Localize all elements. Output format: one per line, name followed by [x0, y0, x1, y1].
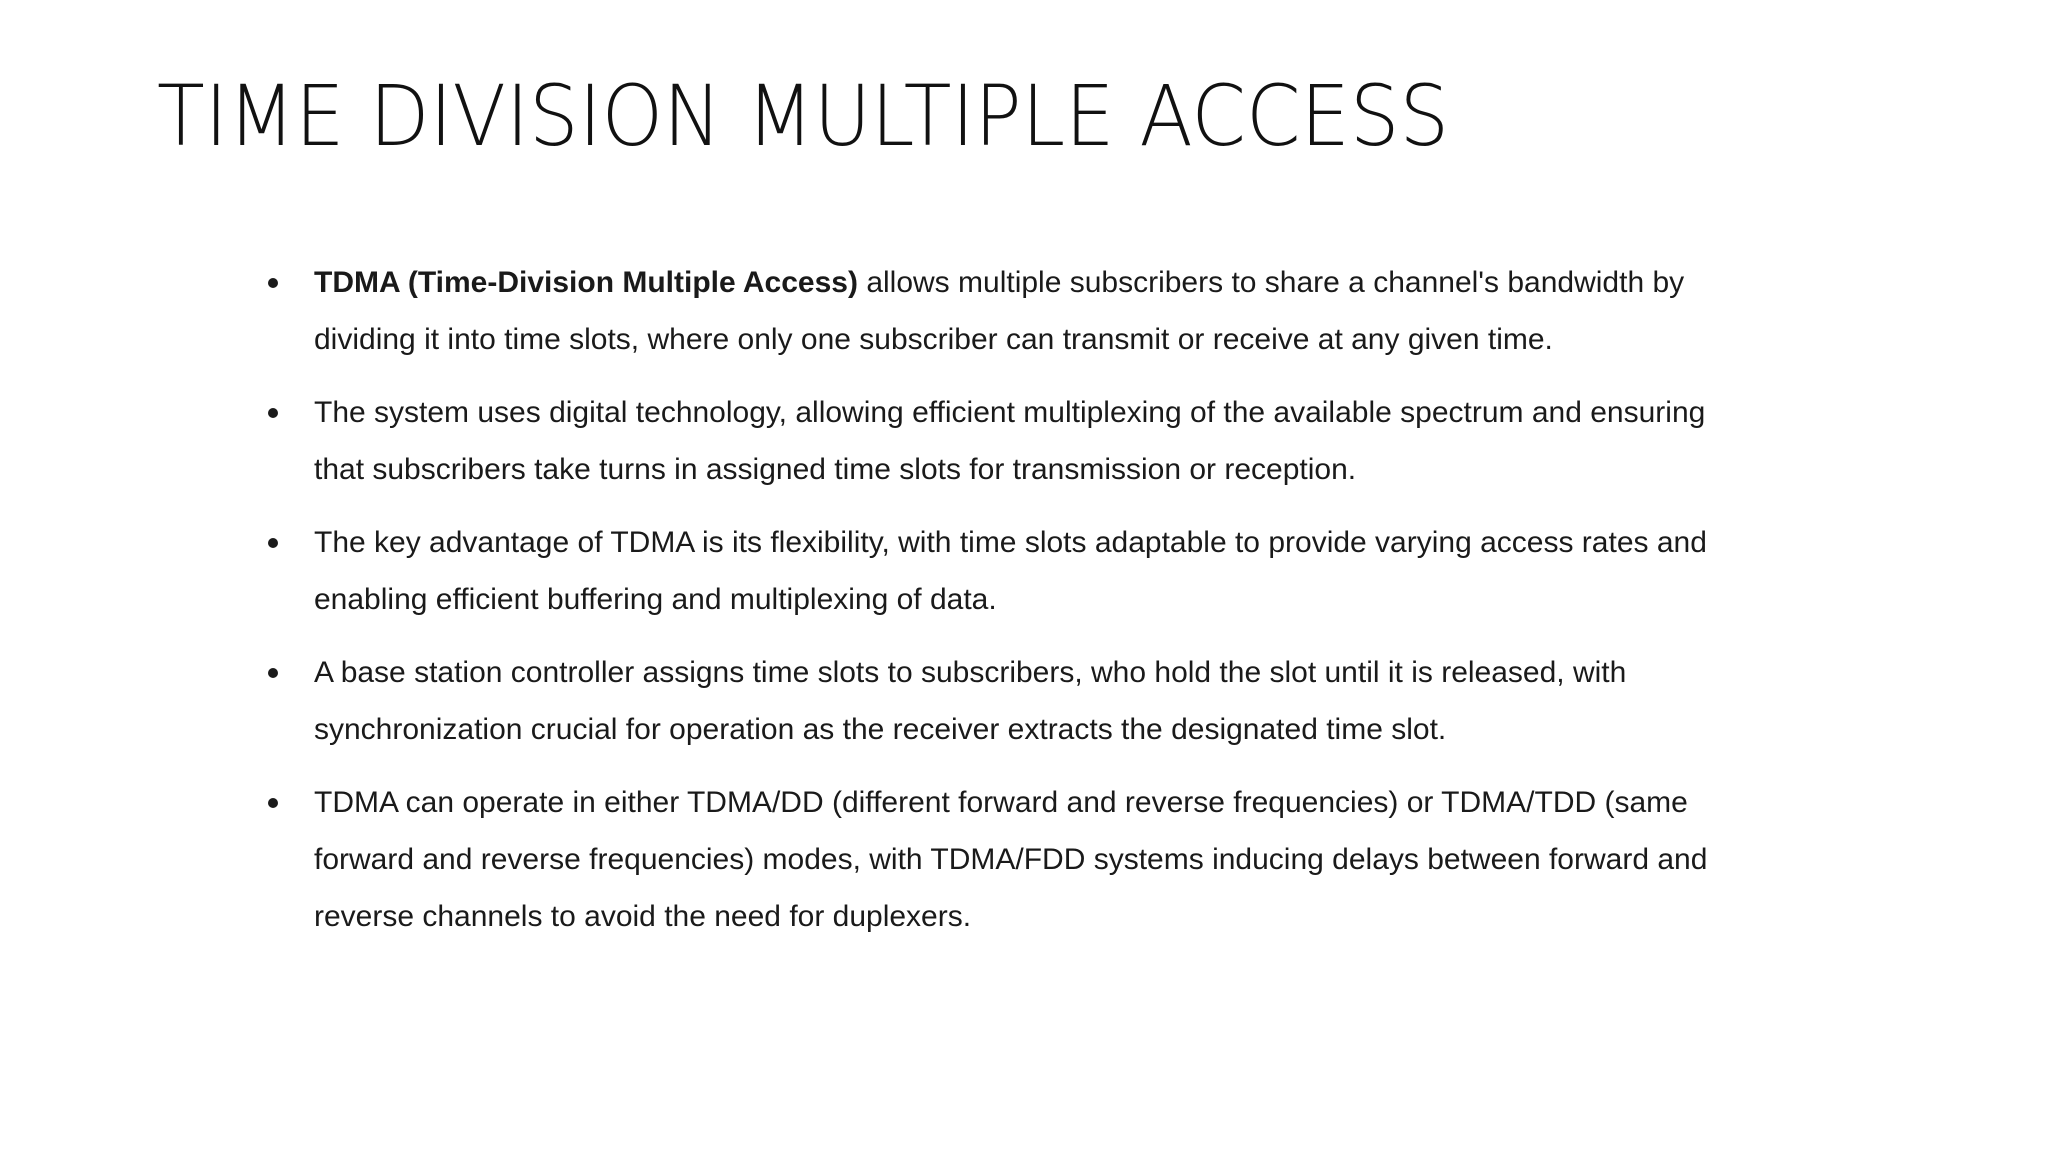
- bullet-item-4: [256, 644, 1716, 758]
- bullet-text: allows multiple subscribers to share a channel's bandwidth by dividing it into time slots, where only one subscriber can transmit or receive at any given time.: [314, 266, 1685, 356]
- bullet-item-1: [256, 254, 1716, 368]
- bullet-text: The system uses digital technology, allowing efficient multiplexing of the available spectrum and ensuring that subscribers take turns in assigned time slots for transmission or reception.: [314, 396, 1706, 486]
- bullet-item-3: [256, 514, 1716, 628]
- bullet-item-5: [256, 774, 1716, 945]
- bullet-bold-term: TDMA (Time-Division Multiple Access): [314, 266, 858, 299]
- bullet-text: TDMA can operate in either TDMA/DD (different forward and reverse frequencies) or TDMA/TDD (same forward and reverse frequencies) modes, with TDMA/FDD systems inducing delays between forward and reverse channels to avoid the need for duplexers.: [314, 786, 1708, 933]
- bullet-dot-icon: [268, 668, 278, 678]
- bullet-dot-icon: [268, 538, 278, 548]
- slide-title: TIME DIVISION MULTIPLE ACCESS: [157, 67, 1450, 165]
- bullet-dot-icon: [268, 798, 278, 808]
- bullet-list: [256, 254, 1716, 961]
- bullet-text: The key advantage of TDMA is its flexibility, with time slots adaptable to provide varying access rates and enabling efficient buffering and multiplexing of data.: [314, 526, 1707, 616]
- bullet-text: A base station controller assigns time slots to subscribers, who hold the slot until it is released, with synchronization crucial for operation as the receiver extracts the designated time slot.: [314, 656, 1627, 746]
- bullet-item-2: [256, 384, 1716, 498]
- bullet-dot-icon: [268, 278, 278, 288]
- bullet-dot-icon: [268, 408, 278, 418]
